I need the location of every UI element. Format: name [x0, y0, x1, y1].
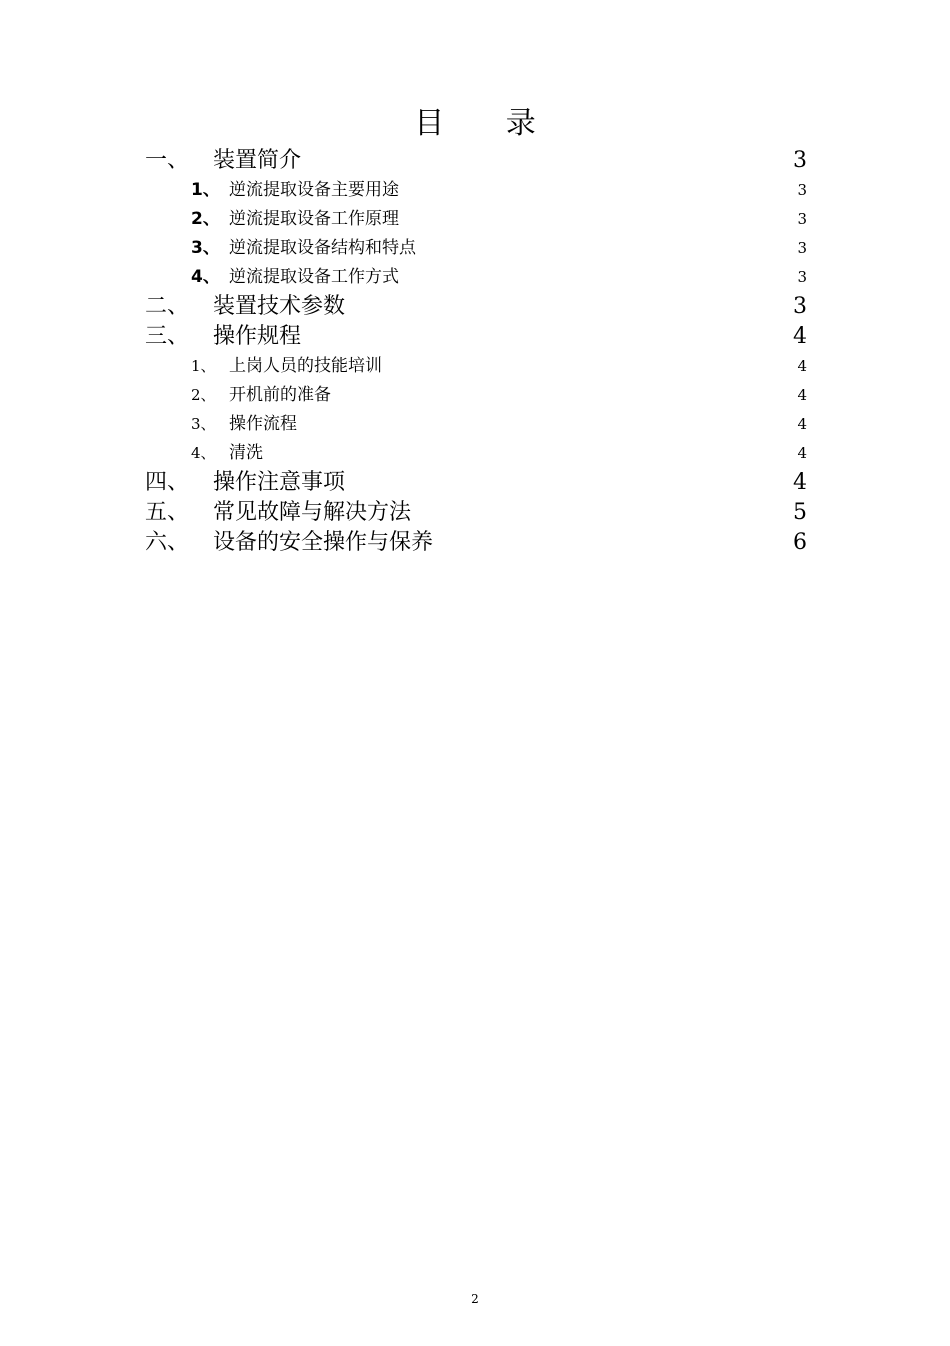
toc-entry-label: 逆流提取设备主要用途: [229, 180, 399, 200]
toc-entry-number: 2、: [191, 209, 220, 229]
toc-entry-6[interactable]: [145, 528, 807, 558]
toc-entry-1-2[interactable]: [145, 205, 807, 234]
toc-entry-1-3[interactable]: [145, 234, 807, 263]
footer-page-number: 2: [471, 1292, 479, 1306]
toc-entry-number: 三、: [145, 324, 190, 349]
toc-entry-page: 6: [793, 530, 807, 555]
toc-entry-page: 4: [797, 444, 807, 462]
toc-entry-page: 4: [797, 357, 807, 375]
toc-entry-page: 3: [793, 148, 807, 173]
toc-entry-label: 开机前的准备: [229, 385, 331, 405]
toc-entry-label: 逆流提取设备工作原理: [229, 209, 399, 229]
toc-entry-label: 设备的安全操作与保养: [213, 530, 434, 555]
toc-entry-number: 四、: [145, 470, 190, 495]
toc-entry-2[interactable]: [145, 292, 807, 322]
toc-entry-number: 4、: [191, 444, 216, 462]
toc-entry-number: 一、: [145, 148, 190, 173]
toc-entry-page: 3: [797, 239, 807, 257]
toc-entry-3-3[interactable]: [145, 410, 807, 439]
toc-entry-3-4[interactable]: [145, 439, 807, 468]
toc-entry-label: 装置技术参数: [213, 294, 346, 319]
toc-entry-page: 3: [797, 268, 807, 286]
toc-entry-page: 4: [793, 324, 807, 349]
table-of-contents: [145, 146, 807, 558]
toc-entry-label: 操作规程: [213, 324, 302, 349]
toc-entry-label: 逆流提取设备工作方式: [229, 267, 399, 287]
toc-entry-page: 4: [797, 386, 807, 404]
toc-entry-number: 六、: [145, 530, 190, 555]
toc-entry-number: 2、: [191, 386, 216, 404]
toc-entry-number: 1、: [191, 180, 220, 200]
toc-entry-3-1[interactable]: [145, 352, 807, 381]
toc-entry-1-4[interactable]: [145, 263, 807, 292]
toc-entry-label: 操作流程: [229, 414, 297, 434]
toc-entry-page: 4: [797, 415, 807, 433]
toc-title: 目 录: [414, 106, 562, 141]
toc-entry-number: 1、: [191, 357, 216, 375]
toc-entry-number: 3、: [191, 238, 220, 258]
toc-entry-label: 清洗: [229, 443, 263, 463]
toc-entry-page: 3: [793, 294, 807, 319]
toc-entry-label: 常见故障与解决方法: [213, 500, 412, 525]
toc-entry-label: 上岗人员的技能培训: [229, 356, 382, 376]
toc-entry-5[interactable]: [145, 498, 807, 528]
toc-entry-number: 3、: [191, 415, 216, 433]
toc-entry-3-2[interactable]: [145, 381, 807, 410]
toc-entry-number: 五、: [145, 500, 190, 525]
toc-entry-4[interactable]: [145, 468, 807, 498]
toc-entry-label: 操作注意事项: [213, 470, 346, 495]
toc-entry-page: 3: [797, 210, 807, 228]
toc-entry-page: 4: [793, 470, 807, 495]
toc-entry-page: 5: [793, 500, 807, 525]
toc-entry-label: 逆流提取设备结构和特点: [229, 238, 416, 258]
toc-entry-page: 3: [797, 181, 807, 199]
toc-entry-number: 二、: [145, 294, 190, 319]
toc-entry-1[interactable]: [145, 146, 807, 176]
toc-entry-number: 4、: [191, 267, 220, 287]
toc-entry-label: 装置简介: [213, 148, 302, 173]
toc-entry-1-1[interactable]: [145, 176, 807, 205]
toc-entry-3[interactable]: [145, 322, 807, 352]
